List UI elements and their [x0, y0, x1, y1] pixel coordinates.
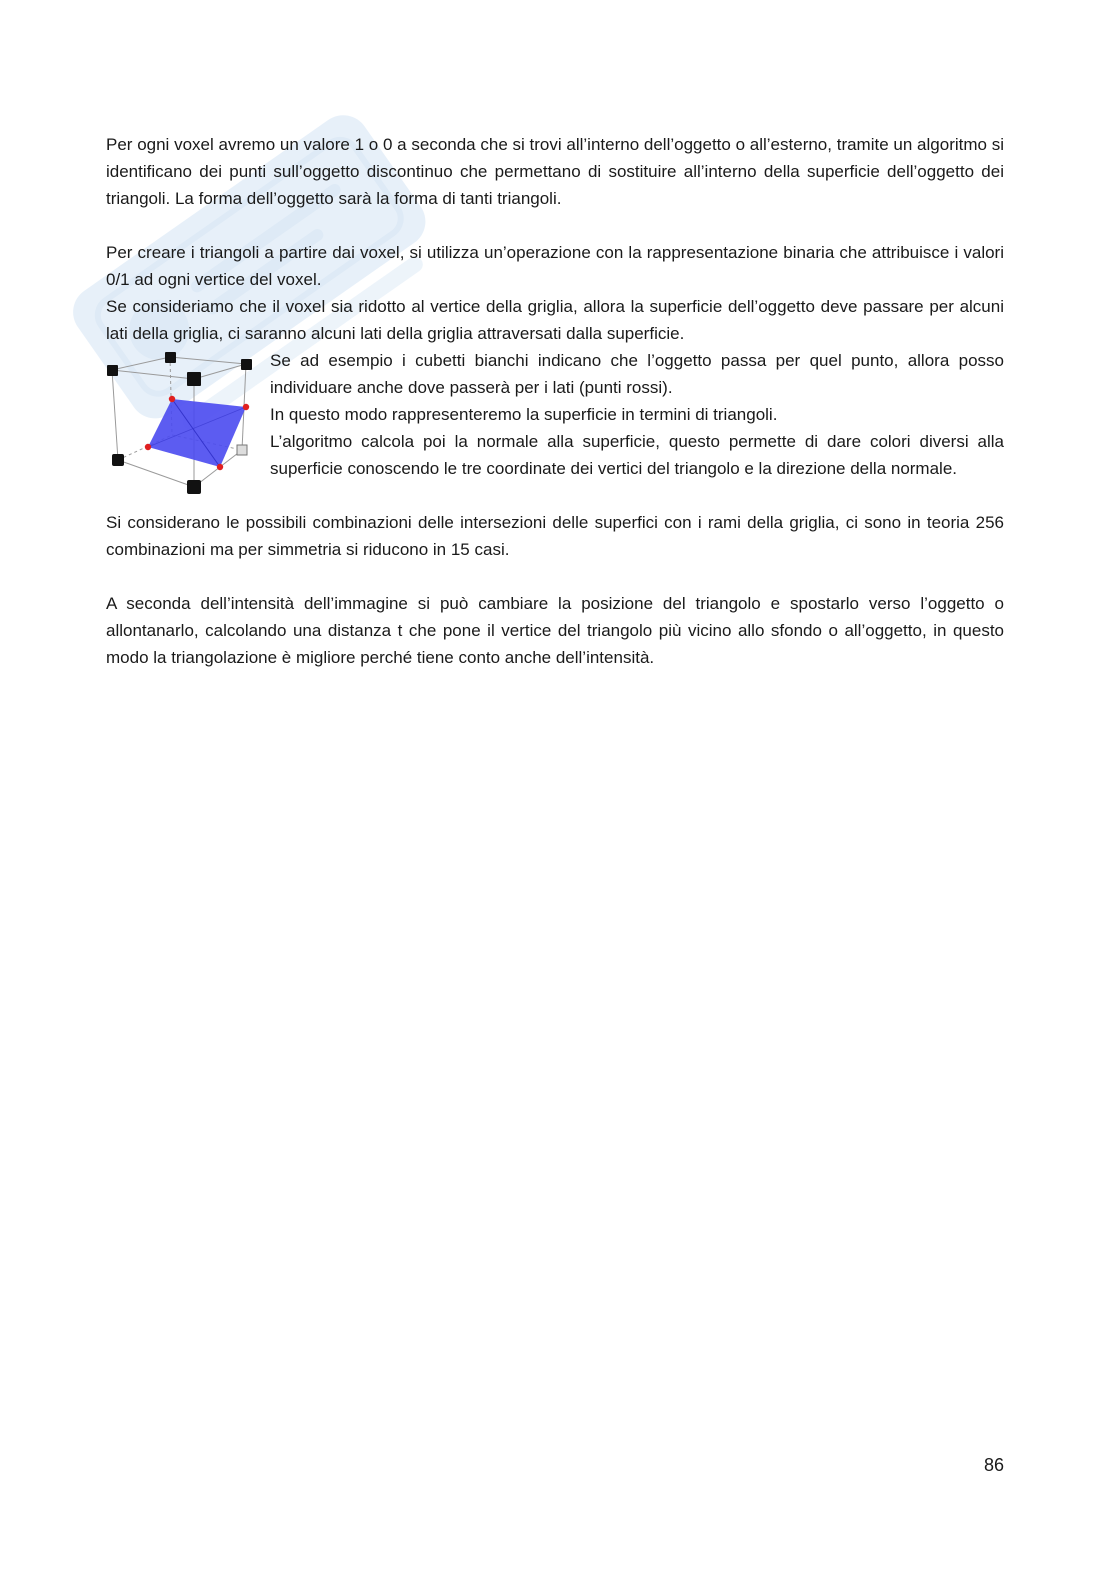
paragraph-triangles: In questo modo rappresenteremo la superficie in termini di triangoli. — [270, 405, 778, 424]
paragraph-binary-representation: Per creare i triangoli a partire dai voxel, si utilizza un’operazione con la rappresentazione binaria che attribuisce i valori 0/1 ad ogni vertice del voxel. — [106, 243, 1004, 289]
white-vertex-cube — [237, 445, 247, 455]
paragraph-grid-edges: Se consideriamo che il voxel sia ridotto al vertice della griglia, allora la superficie dell’oggetto deve passare per alcuni lati della griglia, ci saranno alcuni lati della griglia attraversati dalla superficie. — [106, 297, 1004, 343]
page-number: 86 — [984, 1455, 1005, 1475]
paragraph-combinations: Si considerano le possibili combinazioni delle intersezioni delle superfici con i rami della griglia, ci sono in teoria 256 combinazioni ma per simmetria si riducono in 15 casi. — [106, 513, 1004, 559]
paragraph-white-cubes: Se ad esempio i cubetti bianchi indicano che l’oggetto passa per quel punto, allora posso individuare anche dove passerà per i lati (punti rossi). — [270, 351, 1004, 397]
marching-cube-figure — [106, 347, 268, 509]
figure-with-text — [106, 347, 1004, 509]
figure-caption-text — [270, 347, 1004, 482]
paragraph-intensity: A seconda dell’intensità dell’immagine si può cambiare la posizione del triangolo e spostarlo verso l’oggetto o allontanarlo, calcolando una distanza t che pone il vertice del triangolo più vicino allo sfondo o all’oggetto, in questo modo la triangolazione è migliore perché tiene conto anche dell’intensità. — [106, 594, 1004, 667]
surface-triangle — [148, 399, 246, 467]
paragraph-voxel-values: Per ogni voxel avremo un valore 1 o 0 a seconda che si trovi all’interno dell’oggetto o all’esterno, tramite un algoritmo si identificano dei punti sull’oggetto discontinuo che permettano di sostituire all’interno della superficie dell’oggetto dei triangoli. La forma dell’oggetto sarà la forma di tanti triangoli. — [106, 135, 1004, 208]
paragraph-normal: L’algoritmo calcola poi la normale alla superficie, questo permette di dare colori diversi alla superficie conoscendo le tre coordinate dei vertici del triangolo e la direzione della normale. — [270, 432, 1004, 478]
document-body — [106, 131, 1004, 671]
